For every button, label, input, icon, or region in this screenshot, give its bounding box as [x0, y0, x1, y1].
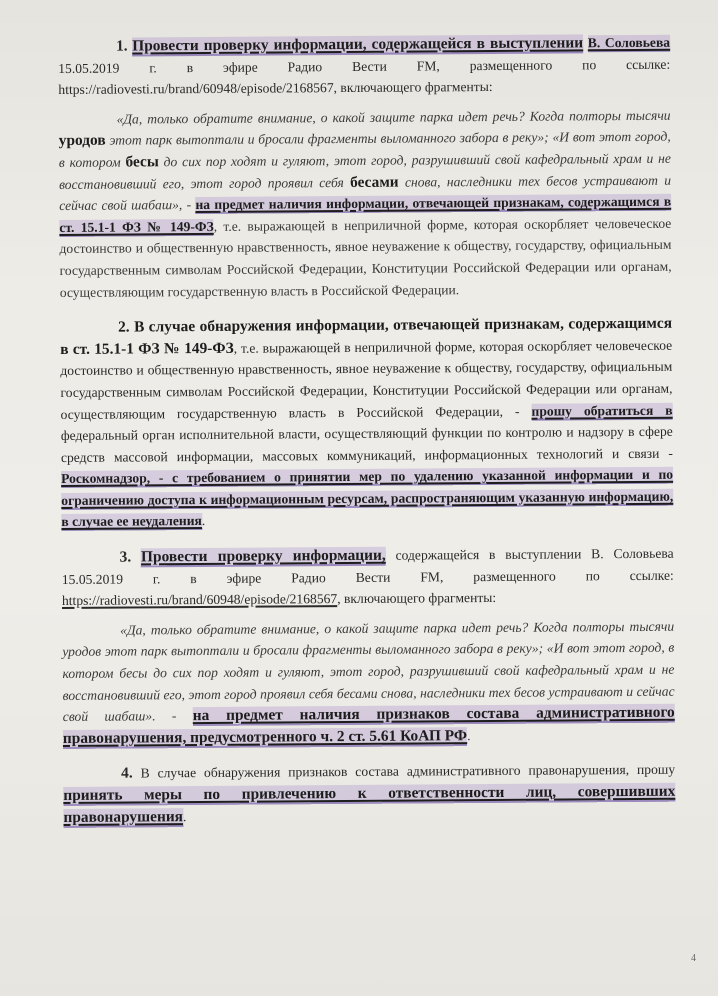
paragraph-item-1 [58, 32, 670, 101]
item-3-heading: Провести проверку информации, [140, 546, 386, 566]
item-4-end: . [182, 808, 187, 824]
document-page [58, 32, 676, 836]
item-3-number: 3. [119, 548, 132, 566]
item-1-rest: , т.е. выражающей в неприличной форме, которая оскорбляет человеческое достоинство и общественную нравственность, явное неуважение к обществу, государству, официальным государственным символам Российской Федерации, Конституции Российской Федерации или органам, осуществляющим государственную власть в Российской Федерации. [59, 215, 672, 300]
item-4-text: В случае обнаружения признаков состава административного правонарушения, прошу [132, 762, 676, 781]
quote-fragment: до сих пор ходят и гуляют, этот город, разрушивший свой кафедральный храм и не восстановивший его, этот город проявил себя [58, 150, 671, 192]
paragraph-item-2 [60, 313, 673, 533]
item-3-quote [62, 616, 675, 750]
page-number: 4 [691, 953, 696, 965]
quote-fragment: снова, наследники тех бесов устраивают и сейчас свой шабаш», [59, 172, 672, 214]
item-1-heading: Провести проверку информации, содержащейся в выступлении [132, 34, 584, 55]
item-1-author: В. Соловьева [587, 34, 671, 51]
quote-emphasis: бесами [349, 173, 399, 191]
item-1-highlight: на предмет наличия информации, отвечающей признакам, содержащимся в ст. 15.1-1 ФЗ № 149-ФЗ [59, 193, 672, 235]
item-3-highlight: на предмет наличия признаков состава административного правонарушения, предусмотренного ч. 2 ст. 5.61 КоАП РФ [62, 703, 675, 747]
item-2-demand: Роскомнадзор, - с требованием о принятии мер по удалению указанной информации и по ограничению доступа к информационным ресурсам, распространяющим указанную информацию, в случае ее неудаления [61, 466, 674, 530]
item-2-lead: 2. В случае обнаружения информации, отвечающей признакам, содержащимся в ст. 15.1-1 ФЗ № 149-ФЗ [60, 314, 673, 358]
item-4-highlight: принять меры по привлечению к ответственности лиц, совершивших правонарушения [63, 782, 676, 826]
item-2-end: . [201, 513, 206, 529]
paragraph-item-3 [62, 543, 674, 612]
item-1-dash: - [182, 197, 196, 213]
item-3-dash: - [155, 708, 193, 724]
quote-emphasis: бесы [125, 153, 159, 171]
item-3-intro2: , включающего фрагменты: [337, 590, 497, 607]
item-1-intro: 15.05.2019 г. в эфире Радио Вести FM, размещенного по ссылке: https://radiovesti.ru/brand/60948/episode/2168567, включающего фрагменты: [58, 56, 671, 98]
item-1-number: 1. [116, 37, 128, 55]
paragraph-item-4 [63, 759, 675, 828]
item-2-body2: федеральный орган исполнительной власти, осуществляющий функции по контролю и надзору в сфере средств массовой информации, массовых коммуникаций, информационных технологий и связи - [60, 423, 673, 465]
item-2-body: , т.е. выражающей в неприличной форме, которая оскорбляет человеческое достоинство и общественную нравственность, явное неуважение к обществу, государству, официальным государственным символам Российской Федерации, Конституции Российской Федерации или органам, осуществляющим государственную власть в Российской Федерации, - [60, 337, 673, 422]
item-3-link[interactable]: https://radiovesti.ru/brand/60948/episode/2168567 [61, 591, 338, 609]
quote-emphasis: уродов [58, 132, 106, 150]
quote-text: «Да, только обратите внимание, о какой защите парка идет речь? Когда полторы тысячи уродов этот парк вытоптали и бросали фрагменты выломанного забора в реку»; «И вот этот город, в котором бесы до сих пор ходят и гуляют, этот город, разрушивший свой кафедральный храм и не восстановивший его, этот город проявил себя бесами снова, наследники тех бесов устраивают и сейчас свой шабаш». [62, 618, 675, 725]
quote-fragment: «Да, только обратите внимание, о какой защите парка идет речь? Когда полторы тысячи [116, 107, 671, 127]
item-2-request: прошу обратиться в [531, 402, 673, 419]
item-3-end: . [467, 727, 471, 743]
quote-fragment: этот парк вытоптали и бросали фрагменты выломанного забора в реку»; «И вот этот город, в котором [58, 129, 671, 170]
item-4-number: 4. [121, 764, 133, 782]
item-3-intro: содержащейся в выступлении В. Соловьева 15.05.2019 г. в эфире Радио Вести FM, размещенного по ссылке: [61, 545, 674, 587]
item-1-quote [59, 105, 672, 304]
